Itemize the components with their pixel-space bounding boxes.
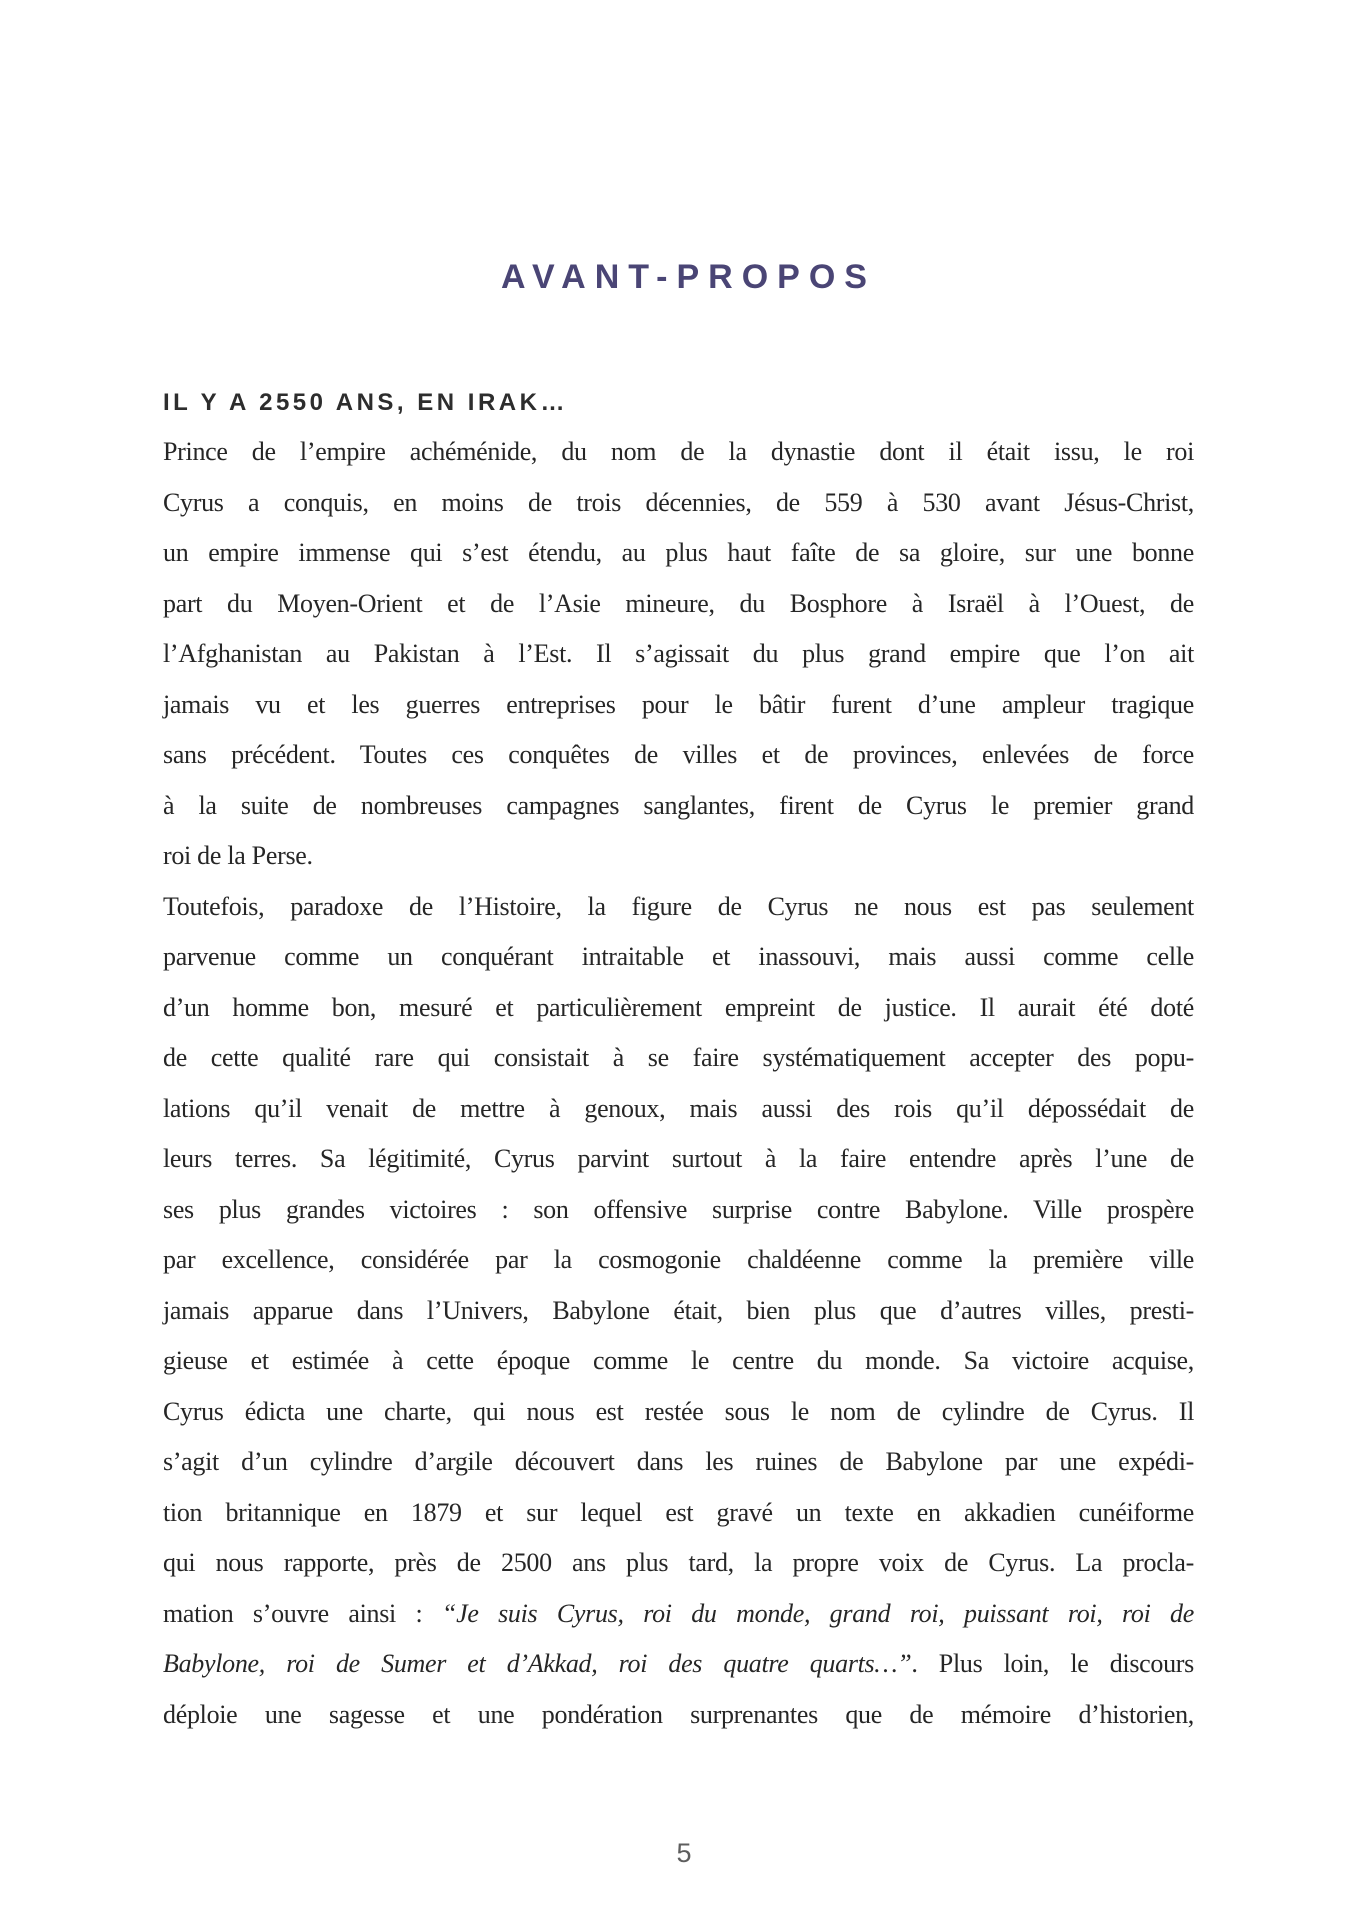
- text-segment: tion britannique en 1879 et sur lequel est gravé un texte en akkadien cunéiforme: [163, 1497, 1194, 1527]
- text-segment: déploie une sagesse et une pondération surprenantes que de mémoire d’historien,: [163, 1699, 1194, 1729]
- text-line: [163, 680, 1194, 731]
- text-line: [163, 1437, 1194, 1488]
- text-line: [163, 730, 1194, 781]
- text-segment: s’agit d’un cylindre d’argile découvert dans les ruines de Babylone par une expédi-: [163, 1447, 1194, 1476]
- text-line: [163, 932, 1194, 983]
- text-segment: lations qu’il venait de mettre à genoux, mais aussi des rois qu’il dépossédait de: [163, 1093, 1194, 1123]
- text-line: [163, 1690, 1194, 1741]
- text-line: [163, 781, 1194, 832]
- text-segment: sans précédent. Toutes ces conquêtes de villes et de provinces, enlevées de force: [163, 740, 1194, 769]
- text-segment: jamais vu et les guerres entreprises pour le bâtir furent d’une ampleur tragique: [163, 689, 1194, 719]
- text-line: [163, 629, 1194, 680]
- text-segment: part du Moyen-Orient et de l’Asie mineure, du Bosphore à Israël à l’Ouest, de: [163, 588, 1194, 618]
- body-text: [163, 427, 1194, 1740]
- text-line: [163, 1235, 1194, 1286]
- text-line: [163, 528, 1194, 579]
- text-segment: leurs terres. Sa légitimité, Cyrus parvint surtout à la faire entendre après l’une de: [163, 1144, 1194, 1173]
- text-line: [163, 1286, 1194, 1337]
- text-segment: de cette qualité rare qui consistait à se faire systématiquement accepter des popu-: [163, 1043, 1194, 1072]
- text-segment: Prince de l’empire achéménide, du nom de la dynastie dont il était issu, le roi: [163, 437, 1194, 466]
- quote-italic-segment: “Je suis Cyrus, roi du monde, grand roi, puissant roi, roi de: [441, 1598, 1194, 1628]
- text-segment: d’un homme bon, mesuré et particulièrement empreint de justice. Il aurait été doté: [163, 992, 1194, 1022]
- text-line: [163, 1589, 1194, 1640]
- text-line: [163, 1639, 1194, 1690]
- text-line: [163, 1387, 1194, 1438]
- text-segment: ses plus grandes victoires : son offensive surprise contre Babylone. Ville prospère: [163, 1194, 1194, 1224]
- text-line: [163, 1084, 1194, 1135]
- text-segment: . Plus loin, le discours: [911, 1649, 1194, 1678]
- text-line: [163, 1538, 1194, 1589]
- text-line: [163, 983, 1194, 1034]
- text-segment: qui nous rapporte, près de 2500 ans plus tard, la propre voix de Cyrus. La procla-: [163, 1548, 1194, 1577]
- text-segment: l’Afghanistan au Pakistan à l’Est. Il s’agissait du plus grand empire que l’on ait: [163, 639, 1194, 668]
- page-number: 5: [676, 1838, 692, 1868]
- quote-italic-segment: Babylone, roi de Sumer et d’Akkad, roi des quatre quarts…”: [163, 1649, 912, 1678]
- text-segment: roi de la Perse.: [163, 841, 313, 870]
- text-line: [163, 478, 1194, 529]
- text-line: [163, 1336, 1194, 1387]
- text-line: [163, 1134, 1194, 1185]
- text-segment: mation s’ouvre ainsi :: [163, 1598, 442, 1628]
- text-line: [163, 831, 1194, 882]
- text-segment: par excellence, considérée par la cosmogonie chaldéenne comme la première ville: [163, 1245, 1194, 1274]
- text-segment: Cyrus a conquis, en moins de trois décennies, de 559 à 530 avant Jésus-Christ,: [163, 487, 1194, 517]
- text-segment: parvenue comme un conquérant intraitable et inassouvi, mais aussi comme celle: [163, 942, 1194, 971]
- text-segment: Toutefois, paradoxe de l’Histoire, la figure de Cyrus ne nous est pas seulement: [163, 891, 1194, 921]
- text-line: [163, 1033, 1194, 1084]
- text-line: [163, 427, 1194, 478]
- text-line: [163, 1488, 1194, 1539]
- text-segment: gieuse et estimée à cette époque comme le centre du monde. Sa victoire acquise,: [163, 1346, 1194, 1375]
- text-segment: à la suite de nombreuses campagnes sanglantes, firent de Cyrus le premier grand: [163, 790, 1194, 820]
- section-heading: IL Y A 2550 ANS, EN IRAK…: [163, 389, 568, 416]
- text-line: [163, 882, 1194, 933]
- text-line: [163, 1185, 1194, 1236]
- text-segment: un empire immense qui s’est étendu, au plus haut faîte de sa gloire, sur une bonne: [163, 538, 1194, 567]
- text-segment: Cyrus édicta une charte, qui nous est restée sous le nom de cylindre de Cyrus. Il: [163, 1396, 1194, 1426]
- chapter-title: AVANT-PROPOS: [501, 258, 876, 296]
- text-line: [163, 579, 1194, 630]
- text-segment: jamais apparue dans l’Univers, Babylone était, bien plus que d’autres villes, presti-: [163, 1295, 1194, 1325]
